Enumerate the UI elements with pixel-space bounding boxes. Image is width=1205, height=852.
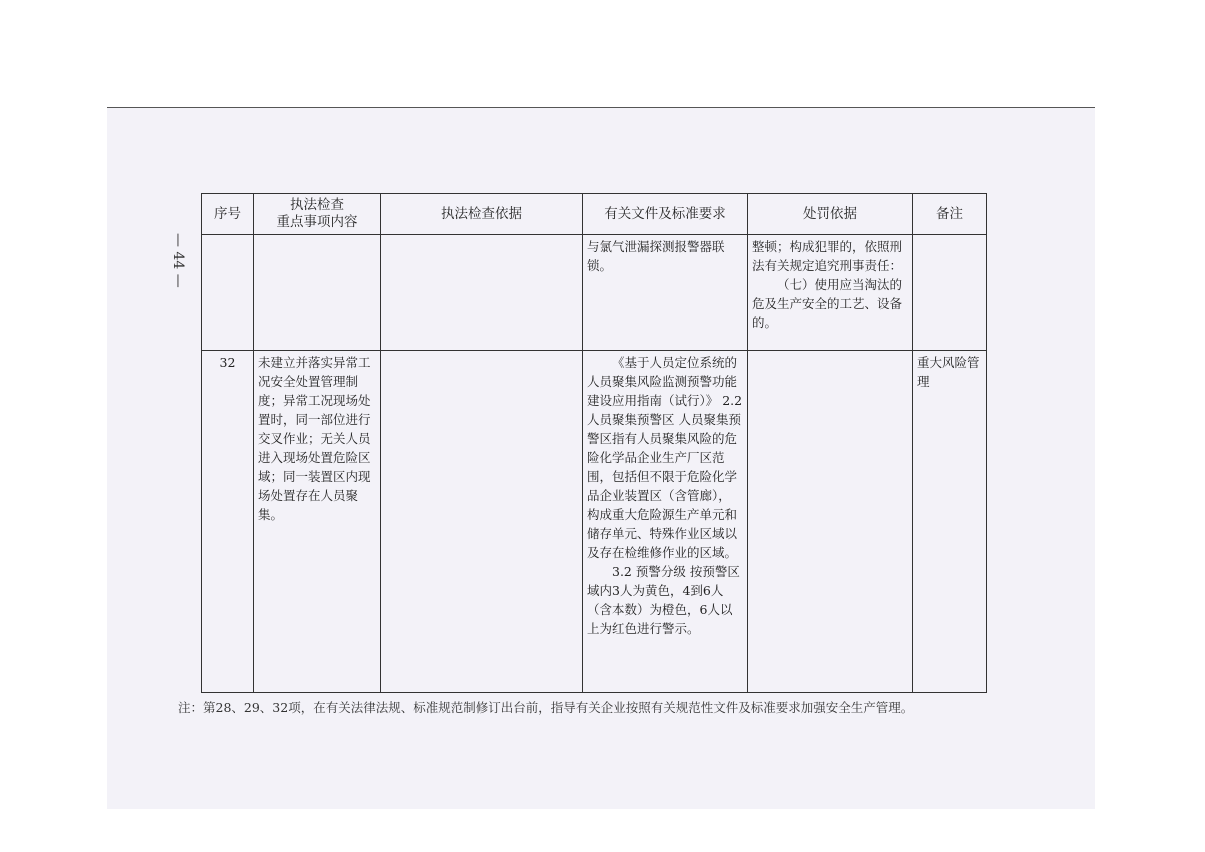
cell-penalty (748, 351, 913, 693)
page-number: — 44 — (170, 232, 186, 288)
penalty-paragraph: （七）使用应当淘汰的危及生产安全的工艺、设备的。 (752, 277, 903, 330)
cell-seq (202, 235, 254, 351)
header-remarks: 备注 (913, 194, 987, 235)
cell-standards (583, 351, 748, 693)
penalty-paragraph: 整顿；构成犯罪的，依照刑法有关规定追究刑事责任： (752, 239, 903, 273)
cell-basis (381, 351, 583, 693)
footnote: 注：第28、29、32项，在有关法律法规、标准规范制修订出台前，指导有关企业按照有关规范性文件及标准要求加强安全生产管理。 (178, 700, 914, 715)
cell-standards: 与氯气泄漏探测报警器联锁。 (583, 235, 748, 351)
header-basis: 执法检查依据 (381, 194, 583, 235)
header-key-item-line2: 重点事项内容 (276, 214, 358, 230)
cell-penalty (748, 235, 913, 351)
table-row (202, 351, 987, 693)
page-top-rule (107, 107, 1095, 108)
standards-paragraph: 《基于人员定位系统的人员聚集风险监测预警功能建设应用指南（试行）》 2.2人员聚集预警区 人员聚集预警区指有人员聚集风险的危险化学品企业生产厂区范围，包括但不限于危险化学品企业装置区（含管廊），构成重大危险源生产单元和储存单元、特殊作业区域以及存在检维修作业的区域。 (587, 355, 743, 560)
standards-paragraph: 3.2 预警分级 按预警区域内3人为黄色，4到6人（含本数）为橙色，6人以上为红色进行警示。 (587, 564, 740, 636)
header-seq: 序号 (202, 194, 254, 235)
cell-seq: 32 (202, 351, 254, 693)
cell-remarks (913, 235, 987, 351)
cell-key-item (254, 235, 381, 351)
table-header-row (202, 194, 987, 235)
cell-remarks: 重大风险管理 (913, 351, 987, 693)
cell-basis (381, 235, 583, 351)
inspection-table (201, 193, 987, 693)
header-key-item-line1: 执法检查 (290, 197, 344, 213)
table-row (202, 235, 987, 351)
header-standards: 有关文件及标准要求 (583, 194, 748, 235)
header-key-item (254, 194, 381, 235)
header-penalty: 处罚依据 (748, 194, 913, 235)
cell-key-item: 未建立并落实异常工况安全处置管理制度；异常工况现场处置时，同一部位进行交叉作业；无关人员进入现场处置危险区域；同一装置区内现场处置存在人员聚集。 (254, 351, 381, 693)
